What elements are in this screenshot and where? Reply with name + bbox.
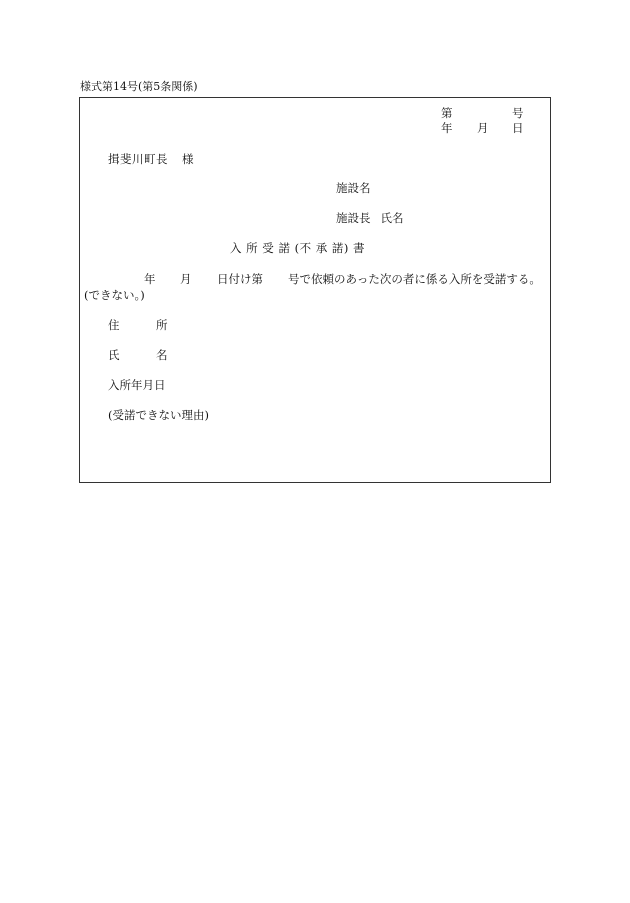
- reference-day: 日: [512, 121, 524, 135]
- facility-head-name-label: 氏名: [380, 211, 404, 225]
- field-address-char2: 所: [156, 318, 168, 332]
- field-name: [108, 348, 168, 362]
- reference-month: 月: [477, 121, 489, 135]
- facility-head: [336, 213, 404, 225]
- field-admission-date: 入所年月日: [108, 378, 166, 392]
- facility-head-label: 施設長: [336, 211, 371, 225]
- addressee-honorific: 様: [182, 152, 194, 166]
- document-title: 入 所 受 諾 (不 承 諾) 書: [230, 241, 366, 255]
- addressee-name: 揖斐川町長: [108, 152, 168, 166]
- body-text: 号で依頼のあった次の者に係る入所を受諾する。: [288, 272, 541, 286]
- body-text-line2: (できない。): [84, 288, 145, 302]
- reference-number-suffix: 号: [512, 106, 524, 120]
- field-name-char2: 名: [156, 348, 168, 362]
- field-name-char1: 氏: [108, 348, 120, 362]
- body-text-line1: [144, 274, 541, 286]
- facility-name-label: 施設名: [336, 181, 371, 195]
- reference-year: 年: [441, 121, 453, 135]
- field-address: [108, 318, 168, 332]
- addressee: [108, 154, 194, 166]
- body-year: 年: [144, 272, 156, 286]
- body-month: 月: [180, 272, 192, 286]
- field-address-char1: 住: [108, 318, 120, 332]
- body-date-suffix: 日付け第: [217, 272, 263, 286]
- reference-number-prefix: 第: [441, 106, 453, 120]
- form-number: 様式第14号(第5条関係): [80, 80, 198, 93]
- field-refusal-reason: (受諾できない理由): [108, 408, 209, 422]
